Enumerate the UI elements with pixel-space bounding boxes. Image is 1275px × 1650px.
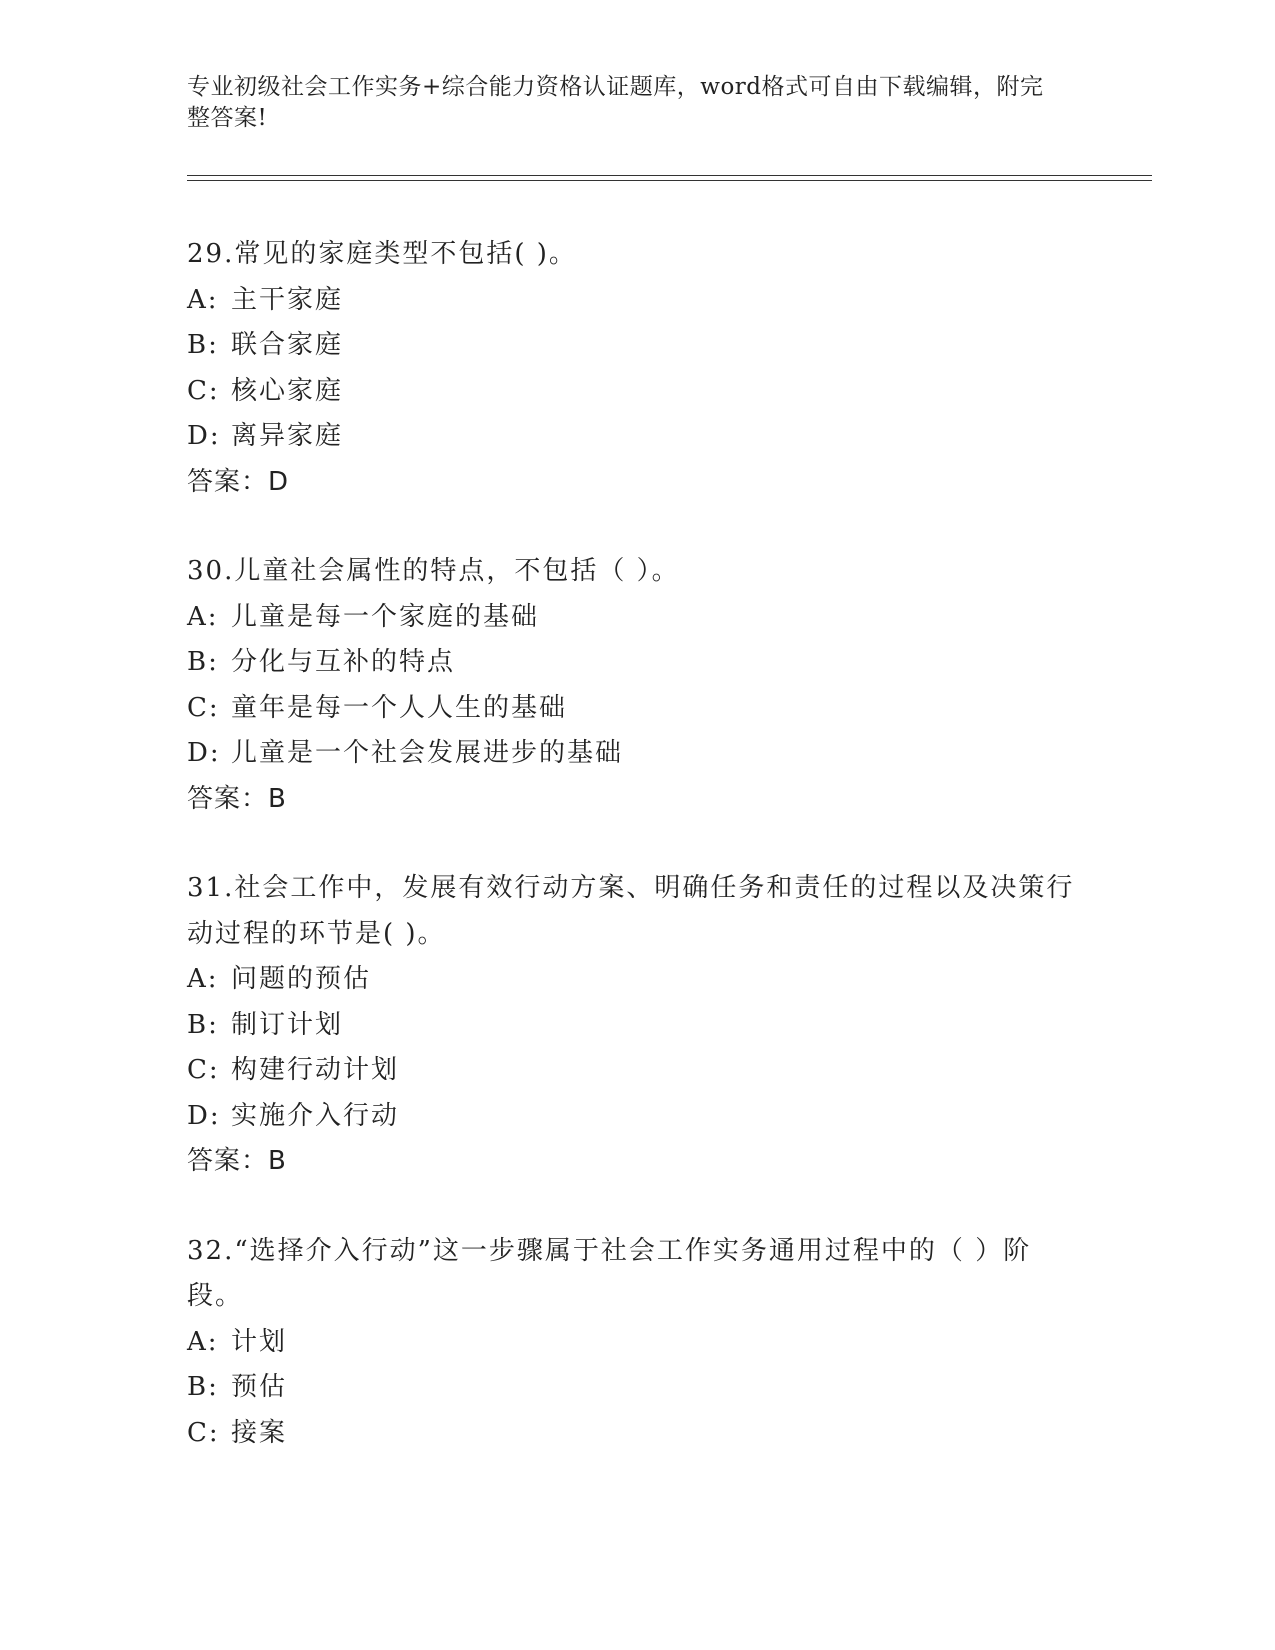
option-letter: B: — [187, 1009, 219, 1040]
option-b — [187, 1003, 1087, 1049]
option-b — [187, 640, 1087, 686]
answer-line: 答案：D — [187, 466, 290, 497]
option-c — [187, 1411, 1087, 1457]
question-stem: 31.社会工作中，发展有效行动方案、明确任务和责任的过程以及决策行动过程的环节是( )。 — [187, 873, 1075, 949]
option-c — [187, 1048, 1087, 1094]
option-letter: A: — [187, 284, 219, 315]
option-d — [187, 414, 1087, 460]
question-29 — [187, 232, 1087, 505]
option-text: 构建行动计划 — [231, 1055, 400, 1085]
option-letter: C: — [187, 1055, 220, 1085]
option-b — [187, 323, 1087, 369]
option-text: 计划 — [231, 1326, 288, 1357]
question-32 — [187, 1229, 1087, 1457]
question-list — [187, 232, 1087, 1500]
option-a — [187, 278, 1087, 324]
option-text: 童年是每一个人人生的基础 — [231, 692, 568, 723]
option-d — [187, 1094, 1087, 1140]
option-text: 主干家庭 — [231, 284, 344, 315]
option-text: 离异家庭 — [231, 421, 344, 451]
header-divider-bottom — [187, 180, 1152, 181]
question-stem: 29.常见的家庭类型不包括( )。 — [187, 239, 577, 269]
option-letter: D: — [187, 1100, 221, 1131]
option-text: 联合家庭 — [231, 330, 344, 360]
option-text: 分化与互补的特点 — [231, 647, 456, 677]
option-text: 制订计划 — [231, 1009, 344, 1040]
option-letter: B: — [187, 647, 219, 677]
option-text: 儿童是一个社会发展进步的基础 — [231, 738, 624, 768]
option-a — [187, 1320, 1087, 1366]
option-letter: A: — [187, 601, 219, 632]
answer-line: 答案：B — [187, 783, 287, 814]
option-letter: D: — [187, 421, 221, 451]
question-stem: 32.“选择介入行动”这一步骤属于社会工作实务通用过程中的（ ）阶段。 — [187, 1235, 1032, 1311]
option-b — [187, 1365, 1087, 1411]
option-a — [187, 957, 1087, 1003]
option-text: 预估 — [231, 1372, 288, 1402]
option-letter: A: — [187, 1326, 219, 1357]
option-c — [187, 369, 1087, 415]
option-letter: D: — [187, 738, 221, 768]
option-text: 接案 — [231, 1417, 288, 1448]
option-letter: C: — [187, 1417, 220, 1448]
question-31 — [187, 866, 1087, 1185]
option-letter: B: — [187, 330, 219, 360]
question-stem: 30.儿童社会属性的特点，不包括（ ）。 — [187, 556, 680, 586]
option-a — [187, 595, 1087, 641]
option-text: 核心家庭 — [231, 375, 344, 406]
answer-line: 答案：B — [187, 1146, 287, 1176]
question-30 — [187, 549, 1087, 822]
option-c — [187, 686, 1087, 732]
header-note — [187, 72, 1087, 134]
header-note-line-1: 专业初级社会工作实务+综合能力资格认证题库，word格式可自由下载编辑，附完 — [187, 74, 1044, 100]
option-letter: C: — [187, 692, 220, 723]
option-text: 问题的预估 — [231, 964, 372, 994]
option-letter: A: — [187, 964, 219, 994]
option-letter: B: — [187, 1372, 219, 1402]
option-letter: C: — [187, 375, 220, 406]
option-text: 实施介入行动 — [231, 1100, 400, 1131]
header-note-line-2: 整答案! — [187, 105, 268, 131]
option-d — [187, 731, 1087, 777]
header-divider-top — [187, 175, 1152, 176]
option-text: 儿童是每一个家庭的基础 — [231, 601, 540, 632]
